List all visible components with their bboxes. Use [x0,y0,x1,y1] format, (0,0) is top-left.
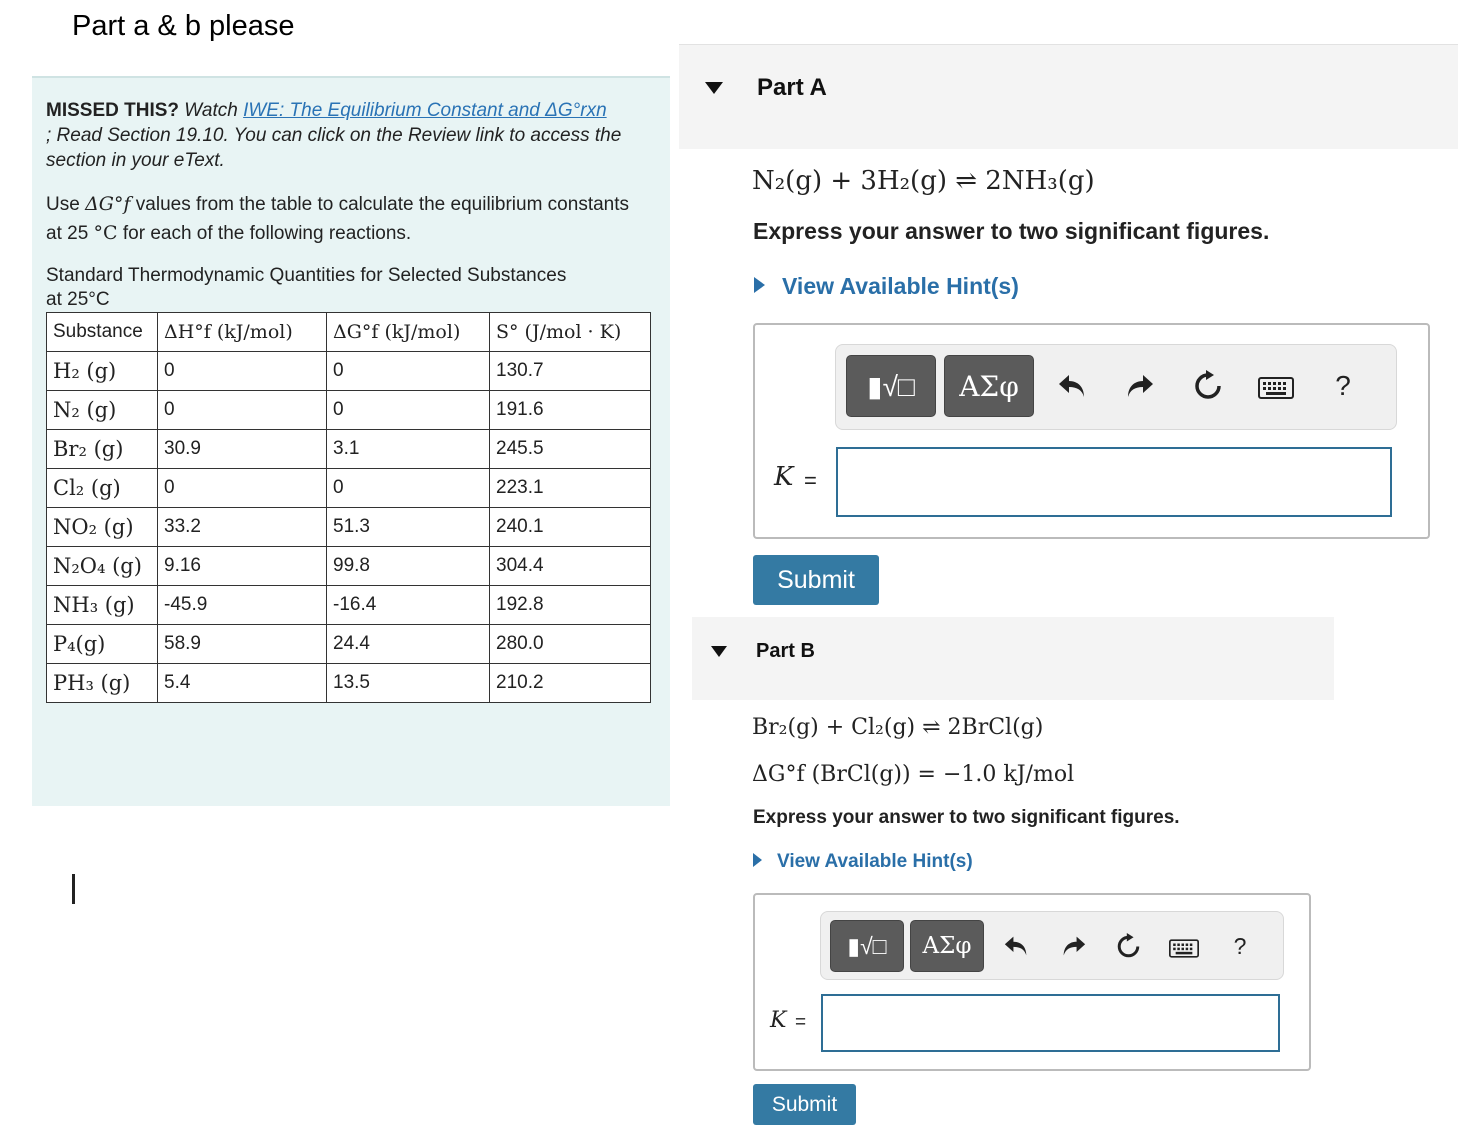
value-cell: 0 [158,352,327,391]
k-label: K [770,1008,787,1033]
reset-icon[interactable] [1113,930,1143,962]
undo-icon[interactable] [1056,366,1088,406]
keyboard-icon[interactable] [1256,374,1296,402]
table-row [47,508,651,547]
part-a-reaction: N₂(g) + 3H₂(g) ⇌ 2NH₃(g) [752,166,1095,196]
part-b-reaction: Br₂(g) + Cl₂(g) ⇌ 2BrCl(g) [752,715,1044,740]
part-a-label: Part A [757,74,827,101]
equals-sign: = [795,1012,807,1033]
table-row [47,391,651,430]
value-cell: 192.8 [490,586,651,625]
table-row [47,664,651,703]
redo-icon[interactable] [1124,366,1156,406]
value-cell: 5.4 [158,664,327,703]
value-cell: 240.1 [490,508,651,547]
hint-expand-icon[interactable] [753,853,762,867]
value-cell: 0 [158,469,327,508]
part-b-instruction: Express your answer to two significant figures. [753,807,1180,828]
header-s: S° (J/mol · K) [490,313,651,352]
substance-cell: PH₃ (g) [47,664,158,703]
redo-icon[interactable] [1060,930,1088,962]
table-row [47,586,651,625]
value-cell: 3.1 [327,430,490,469]
table-caption [46,264,646,312]
value-cell: 51.3 [327,508,490,547]
value-cell: 0 [327,469,490,508]
substance-cell: NO₂ (g) [47,508,158,547]
value-cell: 130.7 [490,352,651,391]
submit-button[interactable]: Submit [753,1084,856,1125]
value-cell: 0 [158,391,327,430]
watch-text: Watch [184,100,238,121]
video-link[interactable]: IWE: The Equilibrium Constant and ΔG°rxn [243,100,607,121]
header-dh: ΔH°f (kJ/mol) [158,313,327,352]
collapse-triangle-icon[interactable] [705,82,723,94]
value-cell: 33.2 [158,508,327,547]
substance-cell: Cl₂ (g) [47,469,158,508]
k-label: K [774,462,794,492]
substance-cell: N₂O₄ (g) [47,547,158,586]
table-row [47,469,651,508]
part-b-hint[interactable]: View Available Hint(s) [777,851,973,872]
caption-line2: at 25°C [46,289,110,310]
value-cell: 245.5 [490,430,651,469]
substance-cell: P₄(g) [47,625,158,664]
table-row [47,625,651,664]
value-cell: 24.4 [327,625,490,664]
part-a-instruction: Express your answer to two significant figures. [753,218,1270,244]
keyboard-icon[interactable] [1167,936,1201,960]
templates-button[interactable]: ▮√□ [830,920,904,972]
k-answer-input[interactable] [821,994,1280,1052]
value-cell: -16.4 [327,586,490,625]
missed-rest: ; Read Section 19.10. You can click on the Review link to access the section in your eText. [46,125,622,171]
value-cell: 191.6 [490,391,651,430]
instr-end: for each of the following reactions. [122,223,412,244]
header-substance: Substance [47,313,158,352]
table-row [47,352,651,391]
page-title: Part a & b please [72,10,295,42]
collapse-triangle-icon[interactable] [711,646,727,657]
missed-this-note [46,98,656,173]
value-cell: 0 [327,352,490,391]
value-cell: 223.1 [490,469,651,508]
help-icon[interactable]: ? [1335,370,1351,401]
part-b-label: Part B [756,640,815,662]
substance-cell: NH₃ (g) [47,586,158,625]
dg-symbol: ΔG°f [85,193,131,215]
thermo-table [46,312,651,703]
value-cell: 13.5 [327,664,490,703]
templates-button[interactable]: ▮√□ [846,355,936,417]
value-cell: 99.8 [327,547,490,586]
substance-cell: Br₂ (g) [47,430,158,469]
value-cell: 30.9 [158,430,327,469]
value-cell: 9.16 [158,547,327,586]
header-dg: ΔG°f (kJ/mol) [327,313,490,352]
submit-button[interactable]: Submit [753,555,879,605]
table-row [47,430,651,469]
instr-use: Use [46,194,80,215]
help-icon[interactable]: ? [1233,932,1247,959]
hint-expand-icon[interactable] [754,277,765,293]
reset-icon[interactable] [1190,366,1226,406]
value-cell: 0 [327,391,490,430]
undo-icon[interactable] [1002,930,1030,962]
value-cell: 280.0 [490,625,651,664]
value-cell: 58.9 [158,625,327,664]
symbols-button[interactable]: ΑΣφ [944,355,1034,417]
equals-sign: = [804,468,817,493]
value-cell: -45.9 [158,586,327,625]
k-answer-input[interactable] [836,447,1392,517]
caption-line1: Standard Thermodynamic Quantities for Selected Substances [46,265,567,286]
part-a-hint[interactable]: View Available Hint(s) [782,273,1019,299]
instr-middle: values from the table to calculate the equilibrium constants at 25 [46,194,630,244]
instructions [46,190,646,248]
table-row [47,547,651,586]
value-cell: 304.4 [490,547,651,586]
substance-cell: H₂ (g) [47,352,158,391]
missed-lead: MISSED THIS? [46,100,180,121]
symbols-button[interactable]: ΑΣφ [910,920,984,972]
temp-unit: °C [93,222,118,244]
substance-cell: N₂ (g) [47,391,158,430]
table-header-row [47,313,651,352]
part-b-given: ΔG°f (BrCl(g)) = −1.0 kJ/mol [752,762,1075,787]
text-cursor [72,874,75,904]
value-cell: 210.2 [490,664,651,703]
